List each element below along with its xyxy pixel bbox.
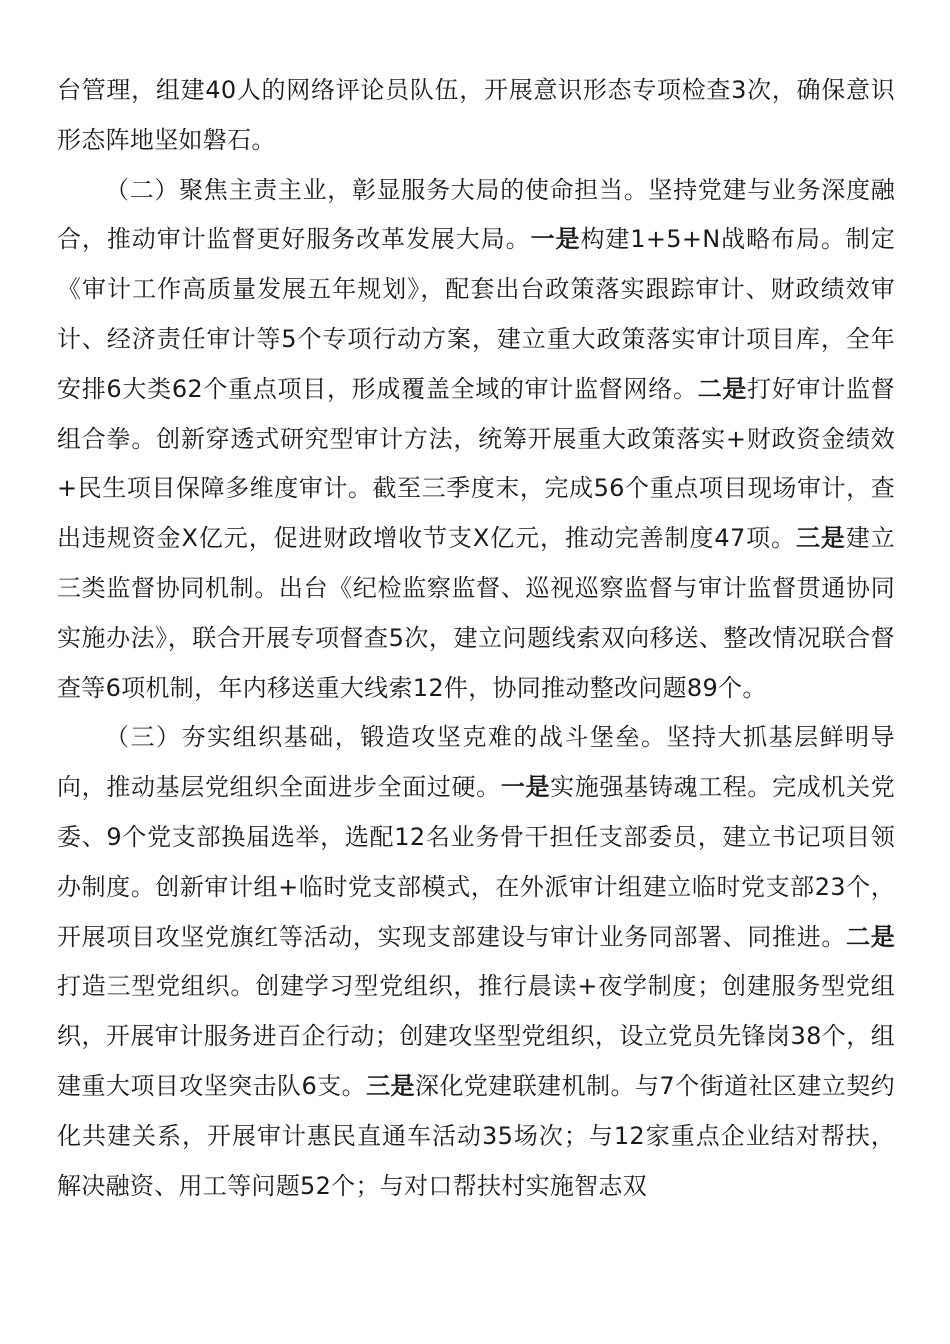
paragraph-3-run-5: 打造三型党组织。创建学习型党组织，推行晨读+夜学制度；创建服务型党组织，开展审计服务进百企行动；创建攻坚型党组织，设立党员先锋岗38个，组建重大项目攻坚突击队6支。 (57, 972, 895, 1100)
document-body (57, 66, 895, 1211)
bold-marker-third: 三是 (366, 1071, 415, 1100)
bold-marker-second: 二是 (846, 922, 895, 951)
paragraph-2-heading-text: （二）聚焦主责主业，彰显服务大局的使命担当。坚持党建与业务深度融合，推动审计监督更好服务改革发展大局。 (57, 175, 895, 254)
paragraph-2-run-3: 构建1+5+N战略布局。制定《审计工作高质量发展五年规划》，配套出台政策落实跟踪审计、财政绩效审计、经济责任审计等5个专项行动方案，建立重大政策落实审计项目库，全年安排6大类62个重点项目，形成覆盖全域的审计监督网络。 (57, 225, 895, 403)
paragraph-2-run-7: 建立三类监督协同机制。出台《纪检监察监督、巡视巡察监督与审计监督贯通协同实施办法》，联合开展专项督查5次，建立问题线索双向移送、整改情况联合督查等6项机制，年内移送重大线索12件，协同推动整改问题89个。 (57, 524, 895, 702)
bold-marker-third: 三是 (795, 524, 846, 553)
paragraph-3 (57, 713, 895, 1211)
paragraph-1 (57, 66, 895, 166)
paragraph-3-run-3: 实施强基铸魂工程。完成机关党委、9个党支部换届选举，选配12名业务骨干担任支部委员，建立书记项目领办制度。创新审计组+临时党支部模式，在外派审计组建立临时党支部23个，开展项目攻坚党旗红等活动，实现支部建设与审计业务同部署、同推进。 (57, 773, 895, 951)
paragraph-1-run-1: 台管理，组建40人的网络评论员队伍，开展意识形态专项检查3次，确保意识形态阵地坚如磐石。 (57, 76, 895, 154)
bold-marker-second: 二是 (697, 374, 748, 403)
paragraph-3-run-7: 深化党建联建机制。与7个街道社区建立契约化共建关系，开展审计惠民直通车活动35场次；与12家重点企业结对帮扶，解决融资、用工等问题52个；与对口帮扶村实施智志双 (57, 1071, 895, 1200)
bold-marker-first: 一是 (530, 225, 581, 254)
bold-marker-first: 一是 (500, 773, 551, 802)
paragraph-2 (57, 166, 895, 714)
paragraph-2-run-5: 打好审计监督组合拳。创新穿透式研究型审计方法，统筹开展重大政策落实+财政资金绩效+民生项目保障多维度审计。截至三季度末，完成56个重点项目现场审计，查出违规资金X亿元，促进财政增收节支X亿元，推动完善制度47项。 (57, 374, 895, 553)
paragraph-3-heading-text: （三）夯实组织基础，锻造攻坚克难的战斗堡垒。坚持大抓基层鲜明导向，推动基层党组织全面进步全面过硬。 (57, 723, 895, 802)
